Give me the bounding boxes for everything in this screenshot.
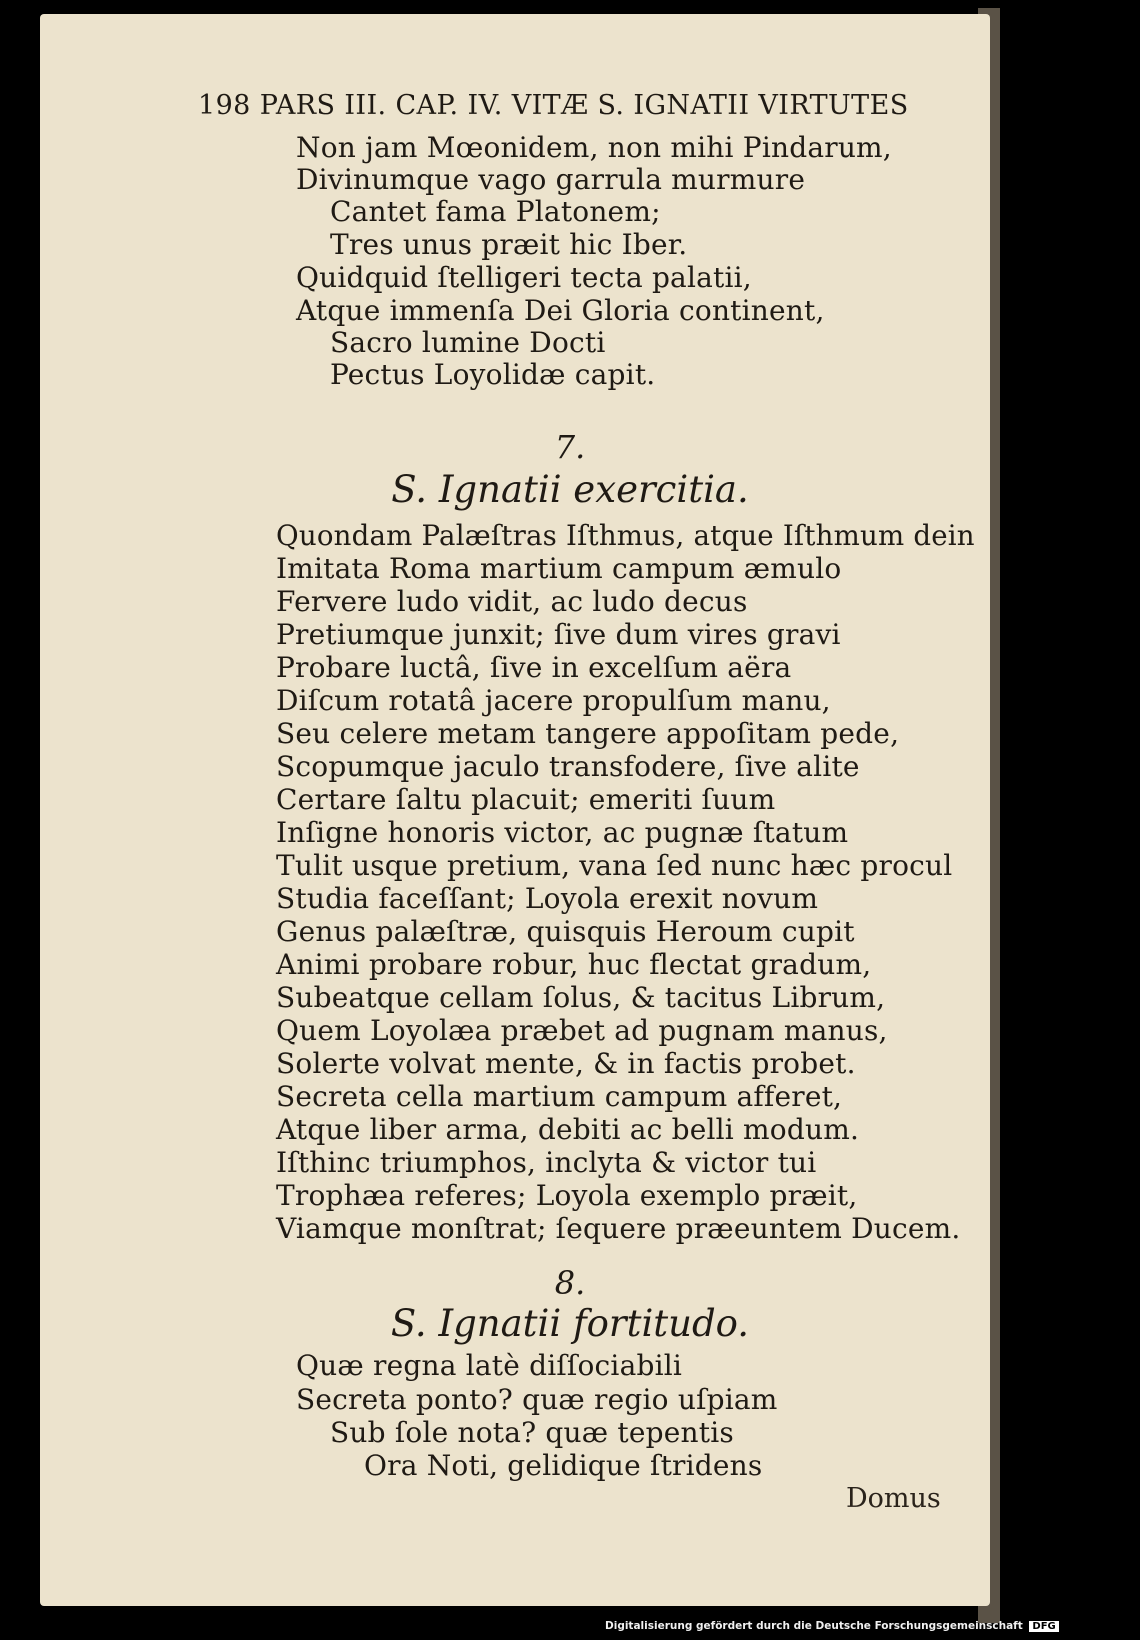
verse-line: Quidquid ſtelligeri tecta palatii, <box>296 261 752 294</box>
verse-line: Scopumque jaculo transfodere, ſive alite <box>276 750 860 783</box>
verse-line: Sub ſole nota? quæ tepentis <box>330 1416 734 1449</box>
verse-line: Diſcum rotatâ jacere propulſum manu, <box>276 684 831 717</box>
verse-line: Cantet fama Platonem; <box>330 195 661 228</box>
verse-line: Non jam Mœonidem, non mihi Pindarum, <box>296 131 892 164</box>
verse-line: Atque liber arma, debiti ac belli modum. <box>276 1113 860 1146</box>
running-header <box>198 92 950 119</box>
digitization-credit <box>605 1620 1056 1638</box>
verse-line: Quondam Palæſtras Iſthmus, atque Iſthmum dein <box>276 519 975 552</box>
verse-line: Atque immenſa Dei Gloria continent, <box>296 294 825 327</box>
section-number: 7. <box>554 428 586 466</box>
verse-line: Pectus Loyolidæ capit. <box>330 358 656 391</box>
verse-line: Tres unus præit hic Iber. <box>330 228 688 261</box>
verse-line: Secreta cella martium campum afferet, <box>276 1080 843 1113</box>
dfg-logo: DFG <box>1029 1621 1058 1632</box>
verse-line: Secreta ponto? quæ regio uſpiam <box>296 1383 778 1416</box>
verse-line: Solerte volvat mente, & in factis probet. <box>276 1047 856 1080</box>
verse-line: Trophæa referes; Loyola exemplo præit, <box>276 1179 858 1212</box>
verse-line: Inſigne honoris victor, ac pugnæ ſtatum <box>276 816 849 849</box>
verse-line: Divinumque vago garrula murmure <box>296 163 806 196</box>
page-number: 198 <box>198 90 251 121</box>
verse-line: Studia faceſſant; Loyola erexit novum <box>276 882 819 915</box>
running-title: PARS III. CAP. IV. VITÆ S. IGNATII VIRTUTES <box>259 90 909 121</box>
verse-line: Quæ regna latè diſſociabili <box>296 1349 683 1382</box>
verse-line: Viamque monſtrat; ſequere præeuntem Ducem. <box>276 1212 961 1245</box>
section-title: S. Ignatii exercitia. <box>391 468 749 511</box>
verse-line: Sacro lumine Docti <box>330 326 606 359</box>
verse-line: Quem Loyolæa præbet ad pugnam manus, <box>276 1014 888 1047</box>
section-title: S. Ignatii fortitudo. <box>390 1302 750 1345</box>
verse-line: Probare luctâ, ſive in excelſum aëra <box>276 651 792 684</box>
verse-line: Animi probare robur, huc flectat gradum, <box>276 948 872 981</box>
credit-text: Digitalisierung gefördert durch die Deutsche Forschungsgemeinschaft <box>605 1620 1023 1632</box>
verse-line: Ora Noti, gelidique ſtridens <box>364 1449 763 1482</box>
verse-line: Tulit usque pretium, vana ſed nunc hæc procul <box>276 849 953 882</box>
verse-line: Imitata Roma martium campum æmulo <box>276 552 842 585</box>
catchword: Domus <box>846 1483 941 1514</box>
verse-line: Pretiumque junxit; ſive dum vires gravi <box>276 618 841 651</box>
verse-line: Certare ſaltu placuit; emeriti ſuum <box>276 783 776 816</box>
verse-line: Subeatque cellam ſolus, & tacitus Librum, <box>276 981 886 1014</box>
verse-line: Genus palæſtræ, quisquis Heroum cupit <box>276 915 855 948</box>
verse-line: Fervere ludo vidit, ac ludo decus <box>276 585 748 618</box>
verse-line: Iſthinc triumphos, inclyta & victor tui <box>276 1146 817 1179</box>
section-number: 8. <box>554 1264 586 1302</box>
verse-line: Seu celere metam tangere appoſitam pede, <box>276 717 900 750</box>
